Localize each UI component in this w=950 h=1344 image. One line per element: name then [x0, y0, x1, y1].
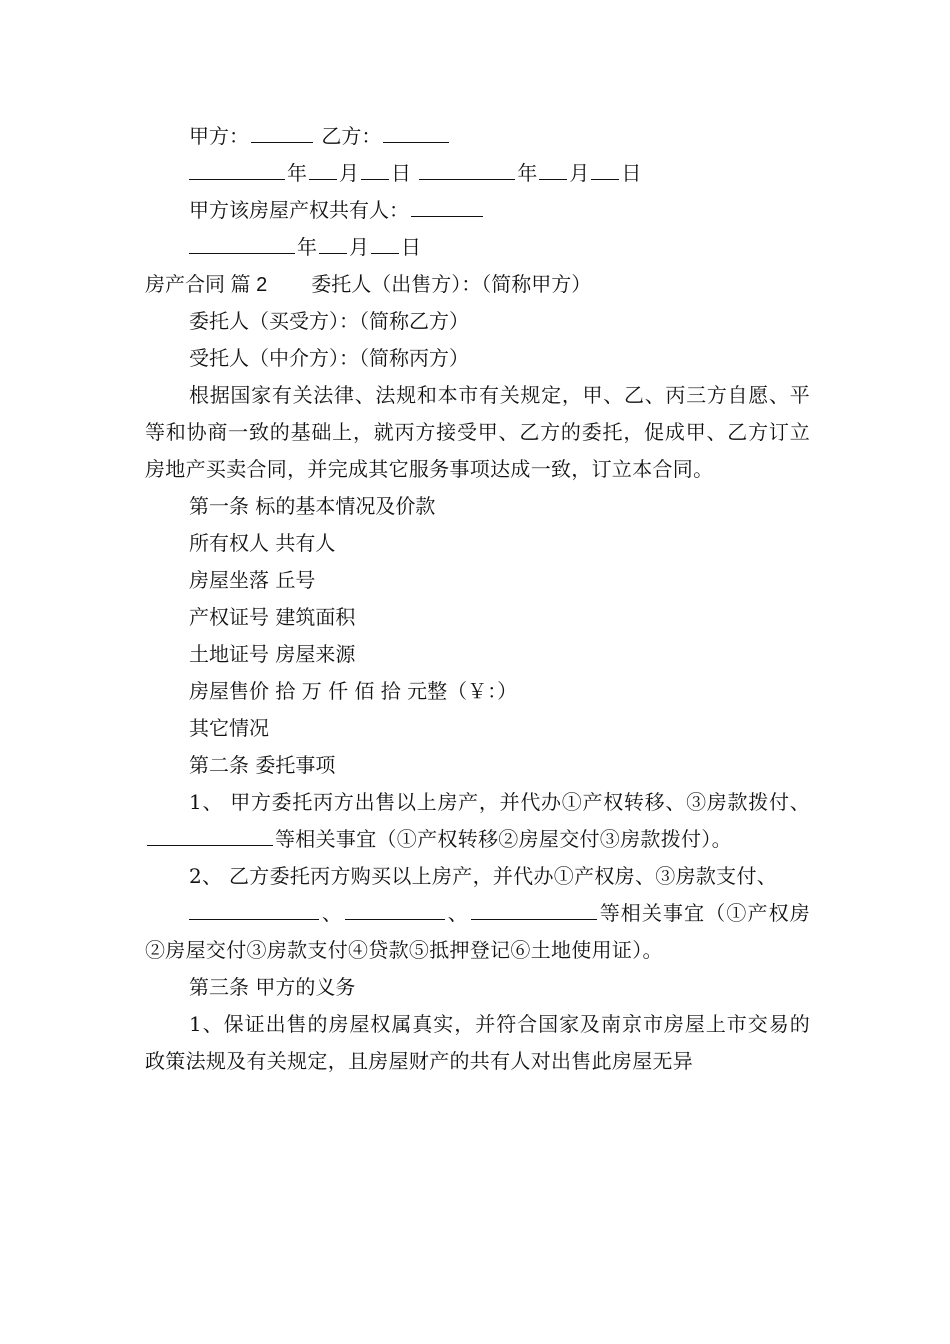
day-blank: [361, 157, 389, 180]
day-label-2: 日: [621, 161, 642, 185]
day-label: 日: [391, 161, 411, 185]
document-body: [145, 118, 810, 1080]
article-1-row: 房屋售价 拾 万 仟 佰 拾 元整（￥：）: [189, 679, 518, 703]
party-a-blank: [251, 120, 313, 143]
separator: 、: [321, 901, 343, 925]
year-label: 年: [287, 161, 307, 185]
section-heading: 房产合同 篇 2: [145, 274, 268, 296]
signature-parties-line: [145, 118, 810, 155]
party-b-blank: [383, 120, 449, 143]
article-1-row: 土地证号 房屋来源: [189, 642, 356, 666]
month-blank-3: [319, 231, 347, 254]
month-label: 月: [339, 161, 359, 185]
day-label-3: 日: [401, 235, 421, 259]
article-2-item-1-prefix: 1、 甲方委托丙方出售以上房产，并代办①产权转移、③房款拨付、: [189, 790, 810, 814]
article-2-item-2-blank-2: [345, 897, 445, 920]
article-2-item-2-blank-3: [471, 897, 597, 920]
co-owner-blank: [411, 194, 483, 217]
article-2-item-2-prefix: 2、 乙方委托丙方购买以上房产，并代办①产权房、③房款支付、: [189, 864, 778, 888]
article-2-item-2-continued: [145, 895, 810, 969]
co-owner-date-line: [145, 229, 810, 266]
article-2-item-1-suffix: 等相关事宜（①产权转移②房屋交付③房款拨付）。: [275, 827, 732, 851]
article-1-row: 产权证号 建筑面积: [189, 605, 356, 629]
separator: 、: [446, 901, 469, 925]
party-b-label: 乙方：: [321, 124, 382, 148]
article-1-row: 所有权人 共有人: [189, 531, 336, 555]
year-blank-3: [189, 231, 295, 254]
article-3-item-1: 1、保证出售的房屋权属真实，并符合国家及南京市房屋上市交易的政策法规及有关规定，且房屋财产的共有人对出售此房屋无异: [145, 1012, 810, 1073]
year-label-2: 年: [517, 161, 538, 185]
month-label-2: 月: [569, 161, 590, 185]
client-buyer: 委托人（买受方）：（简称乙方）: [189, 309, 469, 333]
article-2-title: 第二条 委托事项: [189, 753, 336, 777]
day-blank-2: [591, 157, 619, 180]
year-blank-2: [419, 157, 515, 180]
co-owner-line: [145, 192, 810, 229]
year-label-3: 年: [297, 235, 317, 259]
article-1-title: 第一条 标的基本情况及价款: [189, 494, 436, 518]
article-1-row: 其它情况: [189, 716, 269, 740]
month-blank-2: [539, 157, 567, 180]
year-blank: [189, 157, 285, 180]
article-1-row: 房屋坐落 丘号: [189, 568, 316, 592]
day-blank-3: [371, 231, 399, 254]
article-2-item-2: [145, 858, 810, 895]
month-blank: [309, 157, 337, 180]
article-2-item-1: [145, 784, 810, 858]
article-2-item-2-suffix: 等相关事宜（①产权房②房屋交付③房款支付④贷款⑤抵押登记⑥土地使用证）。: [145, 901, 810, 962]
signature-date-line: [145, 155, 810, 192]
section-heading-line: [145, 266, 810, 303]
article-3-title: 第三条 甲方的义务: [189, 975, 356, 999]
agent: 受托人（中介方）：（简称丙方）: [189, 346, 469, 370]
co-owner-label: 甲方该房屋产权共有人：: [189, 198, 409, 222]
client-seller: 委托人（出售方）：（简称甲方）: [311, 272, 592, 296]
preamble-paragraph: 根据国家有关法律、法规和本市有关规定，甲、乙、丙三方自愿、平等和协商一致的基础上，就丙方接受甲、乙方的委托，促成甲、乙方订立房地产买卖合同，并完成其它服务事项达成一致，订立本合同。: [145, 383, 810, 481]
article-2-item-1-blank: [147, 823, 273, 846]
party-a-label: 甲方：: [189, 124, 249, 148]
month-label-3: 月: [349, 235, 369, 259]
article-2-item-2-blank-1: [189, 897, 319, 920]
